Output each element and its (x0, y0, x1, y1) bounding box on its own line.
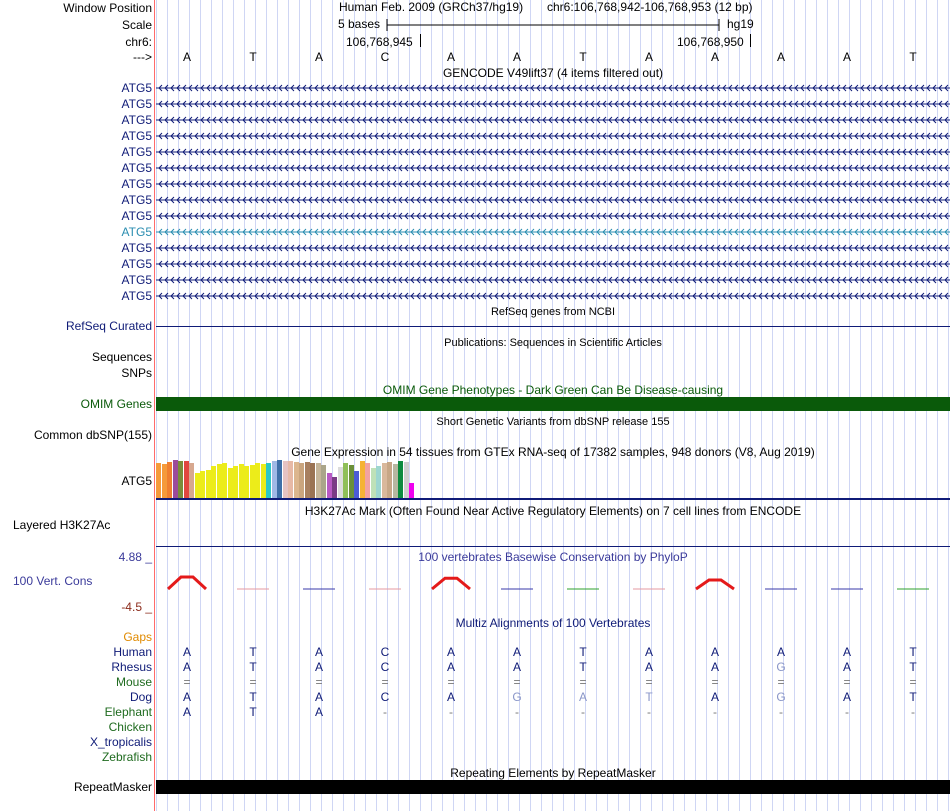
gtex-tissue-bar[interactable] (409, 483, 414, 498)
snps-label[interactable]: SNPs (121, 366, 152, 380)
gencode-transcript-label[interactable]: ATG5 (121, 97, 152, 111)
gtex-tissue-bar[interactable] (305, 462, 310, 498)
gtex-tissue-bar[interactable] (189, 463, 194, 498)
alignment-base: T (579, 660, 587, 674)
alignment-base: = (711, 675, 719, 689)
sequences-label[interactable]: Sequences (91, 350, 152, 364)
gencode-transcript-label[interactable]: ATG5 (121, 225, 152, 239)
species-label[interactable]: Dog (129, 690, 152, 704)
alignment-base: = (645, 675, 653, 689)
alignment-base: A (182, 690, 191, 704)
alignment-base: A (842, 690, 851, 704)
gtex-tissue-bar[interactable] (266, 463, 271, 498)
sequence-base: A (512, 50, 521, 64)
alignment-base: = (909, 675, 917, 689)
gtex-tissue-bar[interactable] (162, 464, 167, 498)
gtex-tissue-bar[interactable] (261, 464, 266, 498)
gtex-tissue-bar[interactable] (321, 465, 326, 498)
gtex-tissue-bar[interactable] (167, 462, 172, 498)
refseq-line[interactable] (156, 326, 950, 327)
alignment-base: = (183, 675, 191, 689)
gencode-transcript-label[interactable]: ATG5 (121, 273, 152, 287)
gtex-tissue-bar[interactable] (299, 463, 304, 498)
alignment-base: C (380, 660, 390, 674)
gtex-tissue-bar[interactable] (173, 460, 178, 498)
scale-text: 5 bases (338, 17, 381, 31)
gencode-transcript[interactable] (156, 211, 950, 221)
scale-label: Scale (121, 18, 152, 32)
gencode-transcript-label[interactable]: ATG5 (121, 289, 152, 303)
alignment-base: A (182, 645, 191, 659)
gtex-tissue-bar[interactable] (354, 471, 359, 498)
gencode-transcript[interactable] (156, 227, 950, 237)
alignment-base: - (779, 705, 783, 719)
gencode-transcript-label[interactable]: ATG5 (121, 257, 152, 271)
alignment-base: A (446, 660, 455, 674)
alignment-base: A (446, 645, 455, 659)
alignment-base: = (447, 675, 455, 689)
position-text: chr6:106,768,942-106,768,953 (12 bp) (547, 0, 753, 14)
alignment-base: C (380, 690, 390, 704)
gtex-tissue-bar[interactable] (233, 466, 238, 498)
gtex-tissue-bar[interactable] (360, 461, 365, 498)
alignment-base: A (512, 660, 521, 674)
dbsnp-label[interactable]: Common dbSNP(155) (33, 428, 152, 442)
gencode-transcript-label[interactable]: ATG5 (121, 81, 152, 95)
gtex-tissue-bar[interactable] (277, 460, 282, 498)
sequence-base: A (182, 50, 191, 64)
alignment-base: - (581, 705, 585, 719)
gencode-title: GENCODE V49lift37 (4 items filtered out) (442, 66, 664, 80)
scale-bar (386, 18, 721, 32)
chrom-label: chr6: (125, 35, 152, 49)
gencode-transcript[interactable] (156, 179, 950, 189)
gtex-tissue-bar[interactable] (288, 461, 293, 498)
alignment-base: T (909, 690, 917, 704)
track-labels (0, 0, 155, 811)
omim-feature[interactable] (156, 397, 950, 411)
db-text: hg19 (727, 17, 754, 31)
gtex-tissue-bar[interactable] (371, 468, 376, 498)
gtex-tissue-bar[interactable] (206, 470, 211, 498)
gaps-label: Gaps (123, 630, 152, 644)
phylop-plot[interactable] (156, 570, 950, 598)
sequence-base: A (644, 50, 653, 64)
phylop-ymax-label: 4.88 _ (118, 550, 152, 564)
alignment-base: A (314, 645, 323, 659)
alignment-base: = (315, 675, 323, 689)
label-separator (154, 0, 155, 811)
alignment-base: A (710, 690, 719, 704)
alignment-base: = (777, 675, 785, 689)
gtex-tissue-bar[interactable] (376, 466, 381, 498)
coord1-text: 106,768,945 (346, 35, 413, 49)
alignment-base: A (842, 645, 851, 659)
alignment-base: - (845, 705, 849, 719)
multiz-title: Multiz Alignments of 100 Vertebrates (455, 616, 651, 630)
gtex-tissue-bar[interactable] (228, 468, 233, 498)
alignment-base: = (579, 675, 587, 689)
gtex-tissue-bar[interactable] (404, 462, 409, 498)
gencode-transcript[interactable] (156, 163, 950, 173)
alignment-base: A (644, 660, 653, 674)
window-position-label: Window Position (63, 1, 152, 15)
strand-arrow-label: ---> (133, 50, 152, 64)
gencode-transcript-label[interactable]: ATG5 (121, 145, 152, 159)
refseq-title: RefSeq genes from NCBI (490, 306, 616, 318)
sequence-base: A (842, 50, 851, 64)
gtex-tissue-bar[interactable] (343, 463, 348, 498)
species-label[interactable]: Zebrafish (101, 750, 152, 764)
alignment-base: A (578, 690, 587, 704)
alignment-base: T (579, 645, 587, 659)
phylop-title: 100 vertebrates Basewise Conservation by PhyloP (418, 550, 688, 564)
gtex-baseline (156, 498, 950, 500)
gtex-tissue-bar[interactable] (283, 461, 288, 498)
gtex-tissue-bar[interactable] (178, 461, 183, 498)
species-label[interactable]: Elephant (104, 705, 152, 719)
alignment-base: G (776, 660, 786, 674)
alignment-base: - (713, 705, 717, 719)
gencode-transcript[interactable] (156, 291, 950, 301)
phylop-peak (168, 577, 206, 589)
alignment-base: T (909, 645, 917, 659)
sequence-base: C (380, 50, 390, 64)
alignment-base: = (381, 675, 389, 689)
gencode-transcript-label[interactable]: ATG5 (121, 209, 152, 223)
publications-title: Publications: Sequences in Scientific Articles (444, 337, 662, 349)
alignment-base: T (249, 705, 257, 719)
species-label[interactable]: Rhesus (111, 660, 152, 674)
repeatmasker-feature[interactable] (156, 780, 950, 794)
alignment-base: A (314, 690, 323, 704)
gencode-transcript[interactable] (156, 131, 950, 141)
phylop-peak (432, 578, 470, 589)
phylop-ymin-label: -4.5 _ (121, 600, 152, 614)
omim-label[interactable]: OMIM Genes (80, 397, 152, 411)
gtex-tissue-bar[interactable] (195, 473, 200, 498)
gtex-tissue-bar[interactable] (211, 466, 216, 498)
gencode-transcript-label[interactable]: ATG5 (121, 177, 152, 191)
gencode-transcript-label[interactable]: ATG5 (121, 129, 152, 143)
gencode-transcript[interactable] (156, 83, 950, 93)
gtex-tissue-bar[interactable] (327, 473, 332, 498)
gtex-tissue-bar[interactable] (239, 464, 244, 498)
species-label[interactable]: Chicken (108, 720, 152, 734)
gtex-tissue-bar[interactable] (316, 463, 321, 498)
alignment-base: - (515, 705, 519, 719)
gencode-transcript-label[interactable]: ATG5 (121, 161, 152, 175)
gencode-transcript-label[interactable]: ATG5 (121, 193, 152, 207)
alignment-base: = (249, 675, 257, 689)
alignment-base: T (645, 690, 653, 704)
gtex-tissue-bar[interactable] (255, 463, 260, 498)
gtex-tissue-bar[interactable] (365, 463, 370, 498)
species-label[interactable]: Human (113, 645, 152, 659)
alignment-base: A (314, 705, 323, 719)
gtex-tissue-bar[interactable] (398, 461, 403, 498)
assembly-text: Human Feb. 2009 (GRCh37/hg19) (339, 0, 524, 14)
gtex-tissue-bar[interactable] (294, 462, 299, 498)
gtex-tissue-bar[interactable] (332, 477, 337, 498)
gtex-tissue-bar[interactable] (244, 466, 249, 498)
alignment-base: T (909, 660, 917, 674)
coord2-text: 106,768,950 (677, 35, 744, 49)
gtex-tissue-bar[interactable] (200, 471, 205, 498)
coord2-tick (750, 34, 751, 47)
alignment-base: A (710, 645, 719, 659)
gtex-tissue-bar[interactable] (250, 465, 255, 498)
gtex-tissue-bar[interactable] (349, 465, 354, 498)
gencode-transcript-label[interactable]: ATG5 (121, 241, 152, 255)
alignment-base: - (449, 705, 453, 719)
alignment-base: - (647, 705, 651, 719)
gencode-transcript[interactable] (156, 275, 950, 285)
alignment-base: A (644, 645, 653, 659)
alignment-base: - (911, 705, 915, 719)
sequence-base: T (909, 50, 917, 64)
gencode-transcript-label[interactable]: ATG5 (121, 113, 152, 127)
h3k27ac-baseline (156, 546, 950, 547)
gencode-transcript[interactable] (156, 259, 950, 269)
alignment-base: G (776, 690, 786, 704)
alignment-base: A (314, 660, 323, 674)
gtex-tissue-bar[interactable] (184, 461, 189, 498)
alignment-base: C (380, 645, 390, 659)
gtex-tissue-bar[interactable] (272, 461, 277, 498)
alignment-base: A (776, 645, 785, 659)
gencode-transcript[interactable] (156, 243, 950, 253)
gtex-tissue-bar[interactable] (217, 464, 222, 498)
species-label[interactable]: X_tropicalis (89, 735, 152, 749)
alignment-base: A (446, 690, 455, 704)
species-label[interactable]: Mouse (115, 675, 152, 689)
coord1-tick (420, 34, 421, 47)
alignment-base: A (182, 660, 191, 674)
gtex-tissue-bar[interactable] (393, 464, 398, 498)
gtex-tissue-bar[interactable] (338, 467, 343, 498)
alignment-base: T (249, 690, 257, 704)
gencode-transcript[interactable] (156, 99, 950, 109)
sequence-base: A (776, 50, 785, 64)
alignment-base: A (710, 660, 719, 674)
gtex-tissue-bar[interactable] (310, 463, 315, 498)
alignment-base: G (512, 690, 522, 704)
phylop-peak (696, 580, 734, 589)
gtex-tissue-bar[interactable] (387, 462, 392, 498)
gtex-gene-label[interactable]: ATG5 (121, 474, 152, 488)
gtex-tissue-bar[interactable] (222, 463, 227, 498)
alignment-base: = (843, 675, 851, 689)
repeatmasker-label[interactable]: RepeatMasker (73, 780, 152, 794)
alignment-base: - (383, 705, 387, 719)
h3k27ac-title: H3K27Ac Mark (Often Found Near Active Regulatory Elements) on 7 cell lines from ENCODE (304, 504, 802, 518)
gencode-transcript[interactable] (156, 195, 950, 205)
phylop-label[interactable]: 100 Vert. Cons (13, 574, 93, 588)
h3k27ac-label[interactable]: Layered H3K27Ac (13, 518, 111, 532)
gtex-title: Gene Expression in 54 tissues from GTEx RNA-seq of 17382 samples, 948 donors (V8, Aug 2019) (291, 445, 815, 459)
sequence-base: A (446, 50, 455, 64)
sequence-base: A (710, 50, 719, 64)
alignment-base: = (513, 675, 521, 689)
repeatmasker-title: Repeating Elements by RepeatMasker (450, 766, 656, 780)
refseq-label[interactable]: RefSeq Curated (65, 319, 152, 333)
track-area[interactable] (156, 0, 950, 811)
gencode-transcript[interactable] (156, 115, 950, 125)
sequence-base: A (314, 50, 323, 64)
alignment-base: A (512, 645, 521, 659)
omim-title: OMIM Gene Phenotypes - Dark Green Can Be Disease-causing (382, 383, 724, 397)
alignment-base: A (182, 705, 191, 719)
sequence-base: T (249, 50, 257, 64)
alignment-base: T (249, 660, 257, 674)
alignment-base: T (249, 645, 257, 659)
alignment-base: A (842, 660, 851, 674)
sequence-base: T (579, 50, 587, 64)
gtex-tissue-bar[interactable] (382, 463, 387, 498)
gtex-tissue-bar[interactable] (156, 463, 161, 498)
gencode-transcript[interactable] (156, 147, 950, 157)
dbsnp-title: Short Genetic Variants from dbSNP release 155 (436, 416, 670, 428)
